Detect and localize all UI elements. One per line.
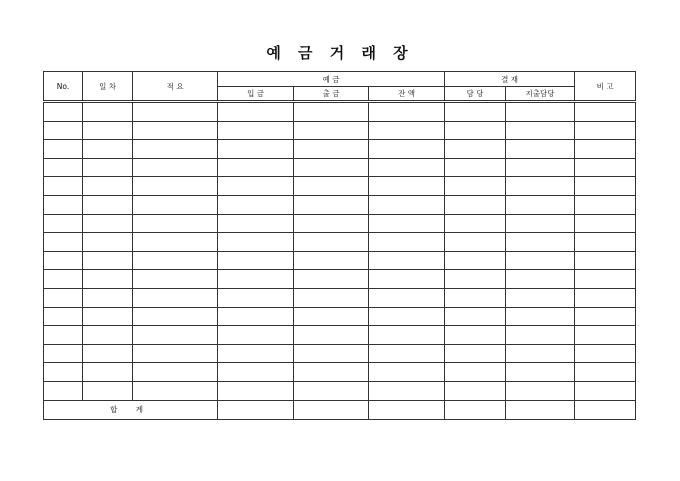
deposit-out-cell[interactable] [294,326,369,345]
approver-cell[interactable] [445,344,506,363]
remarks-cell[interactable] [575,233,636,252]
document-title: 예 금 거 래 장 [266,44,414,62]
deposit-in-cell[interactable] [218,177,294,196]
total-balance-cell[interactable] [369,400,445,419]
payer-cell[interactable] [506,288,575,307]
description-cell[interactable] [133,270,218,289]
balance-cell[interactable] [369,121,445,140]
date-cell[interactable] [83,158,133,177]
remarks-cell[interactable] [575,363,636,382]
date-cell[interactable] [83,381,133,400]
deposit-out-cell[interactable] [294,307,369,326]
total-deposit-in-cell[interactable] [218,400,294,419]
balance-cell[interactable] [369,381,445,400]
no-cell[interactable] [44,121,83,140]
table-row [44,177,636,196]
deposit-out-cell[interactable] [294,233,369,252]
no-cell[interactable] [44,195,83,214]
approver-cell[interactable] [445,381,506,400]
deposit-out-cell[interactable] [294,288,369,307]
remarks-cell[interactable] [575,121,636,140]
no-cell[interactable] [44,158,83,177]
deposit-in-cell[interactable] [218,363,294,382]
approver-cell[interactable] [445,140,506,159]
total-payer-cell[interactable] [506,400,575,419]
deposit-out-cell[interactable] [294,363,369,382]
balance-cell[interactable] [369,102,445,122]
payer-cell[interactable] [506,251,575,270]
balance-cell[interactable] [369,288,445,307]
col-header-remarks: 비 고 [575,72,636,102]
payer-cell[interactable] [506,140,575,159]
deposit-in-cell[interactable] [218,195,294,214]
payer-cell[interactable] [506,233,575,252]
date-cell[interactable] [83,288,133,307]
approver-cell[interactable] [445,288,506,307]
balance-cell[interactable] [369,363,445,382]
deposit-ledger-table [43,71,636,420]
deposit-in-cell[interactable] [218,251,294,270]
deposit-out-cell[interactable] [294,177,369,196]
table-row [44,251,636,270]
deposit-in-cell[interactable] [218,214,294,233]
balance-cell[interactable] [369,344,445,363]
col-header-deposit-in: 입 금 [218,87,294,102]
no-cell[interactable] [44,270,83,289]
approver-cell[interactable] [445,177,506,196]
remarks-cell[interactable] [575,251,636,270]
remarks-cell[interactable] [575,158,636,177]
deposit-in-cell[interactable] [218,381,294,400]
balance-cell[interactable] [369,177,445,196]
ledger-body [44,102,636,401]
approver-cell[interactable] [445,214,506,233]
balance-cell[interactable] [369,158,445,177]
balance-cell[interactable] [369,251,445,270]
col-header-deposit-out: 출 금 [294,87,369,102]
date-cell[interactable] [83,363,133,382]
approver-cell[interactable] [445,233,506,252]
no-cell[interactable] [44,140,83,159]
date-cell[interactable] [83,326,133,345]
total-approver-cell[interactable] [445,400,506,419]
payer-cell[interactable] [506,381,575,400]
date-cell[interactable] [83,214,133,233]
remarks-cell[interactable] [575,177,636,196]
no-cell[interactable] [44,177,83,196]
deposit-in-cell[interactable] [218,102,294,122]
description-cell[interactable] [133,251,218,270]
col-header-balance: 잔 액 [369,87,445,102]
remarks-cell[interactable] [575,214,636,233]
table-row [44,233,636,252]
table-row [44,214,636,233]
description-cell[interactable] [133,363,218,382]
col-header-payer: 지출담당 [506,87,575,102]
no-cell[interactable] [44,233,83,252]
date-cell[interactable] [83,140,133,159]
total-remarks-cell[interactable] [575,400,636,419]
remarks-cell[interactable] [575,344,636,363]
no-cell[interactable] [44,288,83,307]
deposit-out-cell[interactable] [294,140,369,159]
table-row [44,270,636,289]
deposit-out-cell[interactable] [294,270,369,289]
date-cell[interactable] [83,307,133,326]
date-cell[interactable] [83,233,133,252]
description-cell[interactable] [133,233,218,252]
description-cell[interactable] [133,121,218,140]
remarks-cell[interactable] [575,307,636,326]
approver-cell[interactable] [445,158,506,177]
table-row [44,307,636,326]
payer-cell[interactable] [506,102,575,122]
no-cell[interactable] [44,214,83,233]
no-cell[interactable] [44,307,83,326]
deposit-in-cell[interactable] [218,233,294,252]
table-row [44,363,636,382]
payer-cell[interactable] [506,214,575,233]
description-cell[interactable] [133,140,218,159]
remarks-cell[interactable] [575,288,636,307]
deposit-out-cell[interactable] [294,195,369,214]
payer-cell[interactable] [506,307,575,326]
no-cell[interactable] [44,102,83,122]
no-cell[interactable] [44,326,83,345]
approver-cell[interactable] [445,102,506,122]
deposit-in-cell[interactable] [218,344,294,363]
remarks-cell[interactable] [575,381,636,400]
payer-cell[interactable] [506,195,575,214]
approver-cell[interactable] [445,326,506,345]
deposit-in-cell[interactable] [218,270,294,289]
table-row [44,158,636,177]
deposit-out-cell[interactable] [294,214,369,233]
date-cell[interactable] [83,344,133,363]
col-group-deposit: 예 금 [218,72,445,87]
description-cell[interactable] [133,158,218,177]
table-row [44,288,636,307]
total-row [44,400,636,419]
no-cell[interactable] [44,381,83,400]
description-cell[interactable] [133,344,218,363]
no-cell[interactable] [44,251,83,270]
col-header-approver: 담 당 [445,87,506,102]
deposit-out-cell[interactable] [294,381,369,400]
balance-cell[interactable] [369,270,445,289]
table-row [44,102,636,122]
deposit-out-cell[interactable] [294,102,369,122]
remarks-cell[interactable] [575,326,636,345]
description-cell[interactable] [133,326,218,345]
table-row [44,121,636,140]
balance-cell[interactable] [369,307,445,326]
no-cell[interactable] [44,363,83,382]
date-cell[interactable] [83,121,133,140]
total-label: 합 계 [44,400,218,419]
no-cell[interactable] [44,344,83,363]
description-cell[interactable] [133,214,218,233]
table-row [44,326,636,345]
table-row [44,195,636,214]
approver-cell[interactable] [445,121,506,140]
approver-cell[interactable] [445,363,506,382]
date-cell[interactable] [83,251,133,270]
approver-cell[interactable] [445,195,506,214]
payer-cell[interactable] [506,326,575,345]
payer-cell[interactable] [506,177,575,196]
approver-cell[interactable] [445,307,506,326]
remarks-cell[interactable] [575,102,636,122]
col-group-approval: 결 재 [445,72,575,87]
approver-cell[interactable] [445,270,506,289]
payer-cell[interactable] [506,344,575,363]
deposit-out-cell[interactable] [294,344,369,363]
description-cell[interactable] [133,381,218,400]
deposit-out-cell[interactable] [294,158,369,177]
col-header-no: No. [44,72,83,102]
balance-cell[interactable] [369,326,445,345]
payer-cell[interactable] [506,121,575,140]
deposit-out-cell[interactable] [294,121,369,140]
payer-cell[interactable] [506,270,575,289]
deposit-in-cell[interactable] [218,288,294,307]
description-cell[interactable] [133,177,218,196]
table-row [44,140,636,159]
deposit-in-cell[interactable] [218,307,294,326]
deposit-in-cell[interactable] [218,158,294,177]
description-cell[interactable] [133,195,218,214]
deposit-out-cell[interactable] [294,251,369,270]
date-cell[interactable] [83,270,133,289]
date-cell[interactable] [83,177,133,196]
deposit-in-cell[interactable] [218,326,294,345]
date-cell[interactable] [83,102,133,122]
approver-cell[interactable] [445,251,506,270]
deposit-in-cell[interactable] [218,121,294,140]
balance-cell[interactable] [369,214,445,233]
balance-cell[interactable] [369,140,445,159]
remarks-cell[interactable] [575,195,636,214]
description-cell[interactable] [133,102,218,122]
date-cell[interactable] [83,195,133,214]
col-header-date: 일 차 [83,72,133,102]
balance-cell[interactable] [369,195,445,214]
table-row [44,344,636,363]
payer-cell[interactable] [506,158,575,177]
remarks-cell[interactable] [575,140,636,159]
total-deposit-out-cell[interactable] [294,400,369,419]
table-row [44,381,636,400]
col-header-description: 적 요 [133,72,218,102]
balance-cell[interactable] [369,233,445,252]
description-cell[interactable] [133,307,218,326]
description-cell[interactable] [133,288,218,307]
remarks-cell[interactable] [575,270,636,289]
deposit-in-cell[interactable] [218,140,294,159]
payer-cell[interactable] [506,363,575,382]
